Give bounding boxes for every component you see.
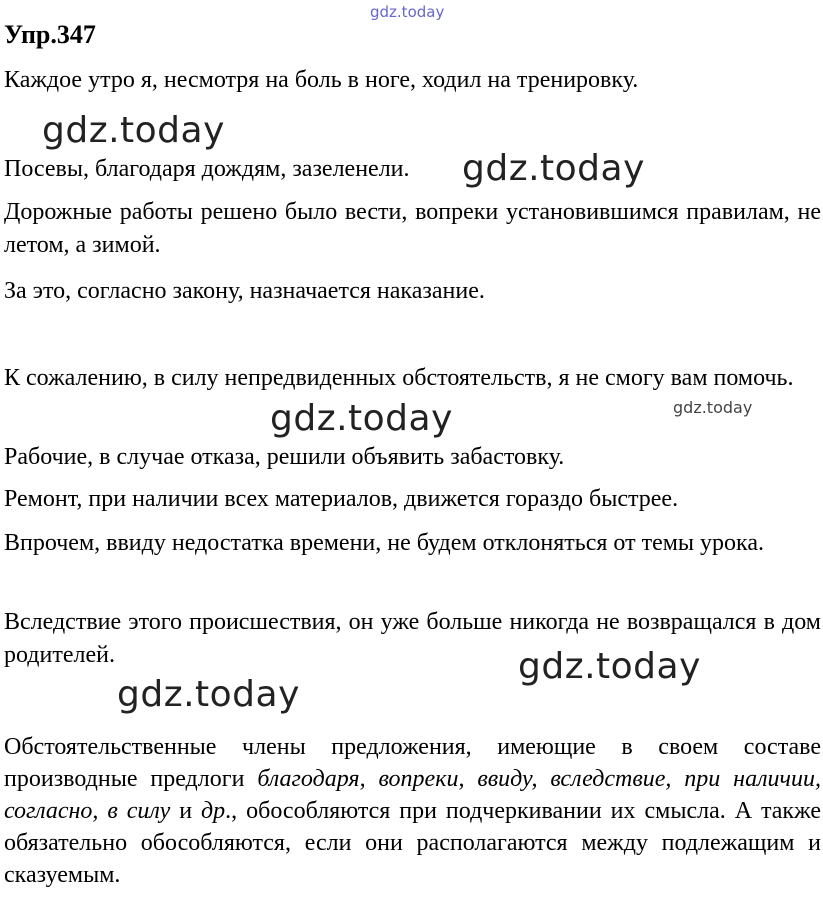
sentence-1: Каждое утро я, несмотря на боль в ноге, ходил на тренировку. — [4, 67, 639, 93]
sentence-6: Рабочие, в случае отказа, решили объявить забастовку. — [4, 444, 565, 470]
watermark-5: gdz.today — [518, 646, 701, 687]
sentence-4: За это, согласно закону, назначается наказание. — [4, 278, 485, 304]
sentence-8: Впрочем, ввиду недостатка времени, не будем отклоняться от темы урока. — [4, 530, 764, 556]
sentence-3: Дорожные работы решено было вести, вопреки установившимся правилам, не летом, а зимой. — [4, 199, 821, 258]
sentence-7: Ремонт, при наличии всех материалов, движется гораздо быстрее. — [4, 486, 679, 512]
rule-part-1: Обстоятельственные члены предложения, имеющие в своем составе производные предлоги — [4, 734, 821, 792]
rule-examples: благодаря, вопреки, ввиду, вследствие, при наличии, согласно, в силу — [4, 766, 821, 824]
watermark-2: gdz.today — [462, 148, 645, 189]
watermark-1: gdz.today — [42, 110, 225, 151]
watermark-6: gdz.today — [117, 674, 300, 715]
exercise-title: Упр.347 — [4, 20, 96, 49]
rule-paragraph — [4, 731, 821, 891]
watermark-4: gdz.today — [673, 398, 753, 417]
watermark-top: gdz.today — [370, 3, 445, 21]
watermark-3: gdz.today — [270, 398, 453, 439]
sentence-5: К сожалению, в силу непредвиденных обстоятельств, я не смогу вам помочь. — [4, 365, 794, 391]
rule-part-3: ., обособляются при подчеркивании их смысла. А также обязательно обособляются, если они располагаются между подлежащим и сказуемым. — [4, 798, 822, 888]
rule-etc: др — [201, 798, 226, 824]
sentence-9: Вследствие этого происшествия, он уже больше никогда не возвращался в дом родителей. — [4, 609, 821, 668]
rule-part-2: и — [170, 798, 202, 824]
sentence-2: Посевы, благодаря дождям, зазеленели. — [4, 156, 410, 182]
